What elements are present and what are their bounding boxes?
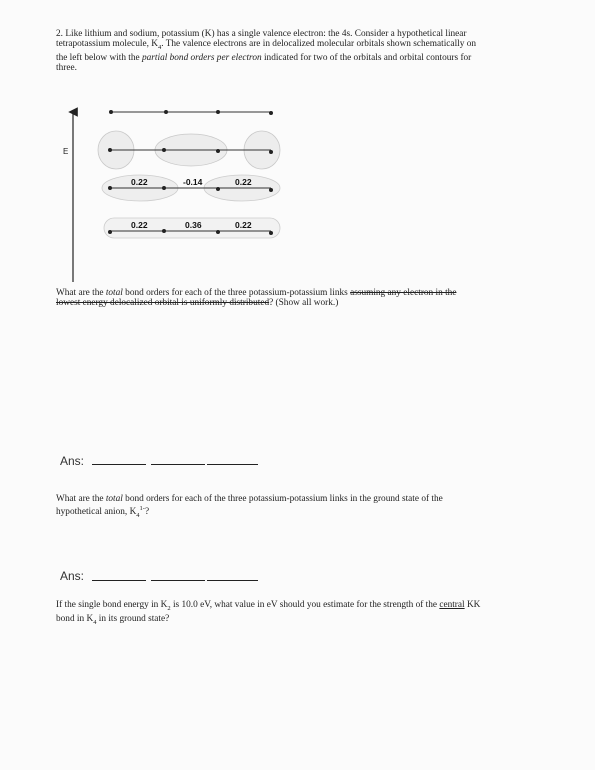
bond-order-o2-2: -0.14 [183,177,203,187]
bond-order-o1-2: 0.36 [185,220,202,230]
bond-order-o2-3: 0.22 [235,177,252,187]
answer-1-blank-1[interactable] [92,464,146,465]
answer-1-blank-3[interactable] [207,464,258,465]
energy-label: E [63,147,69,156]
answer-2-label: Ans: [60,569,85,583]
bond-order-o2-1: 0.22 [131,177,148,187]
q1-struck-text-1: assuming any electron in the [350,288,457,298]
question-2-line-2 [56,504,556,521]
q2-text-c: hypothetical anion, K [56,507,137,518]
q3-subscript-b: 4 [93,618,97,626]
question-3-line-2 [56,614,556,628]
answer-1-blank-2[interactable] [151,464,205,465]
question-1-line-1 [56,288,556,298]
answer-2-blank-3[interactable] [207,580,258,581]
orbital-diagram [0,0,595,290]
q2-text-d: ? [144,507,150,518]
intro-italic-phrase: partial bond orders per electron [141,53,262,64]
q2-text-a: What are the [56,494,106,504]
question-3-line-1 [56,600,556,614]
bond-order-o1-3: 0.22 [235,220,252,230]
q3-text-b: is 10.0 eV, what value in eV should you estimate for the strength of the [170,600,440,610]
question-1-line-2 [56,298,556,308]
question-2-line-1 [56,494,556,504]
q3-text-a: If the single bond energy in K [56,600,168,610]
q3-underlined-central: central [439,600,465,610]
q1-text-b: bond orders for each of the three potassium-potassium links [122,288,351,298]
answer-2-blank-1[interactable] [92,580,146,581]
q1-text-c: ? (Show all work.) [269,298,339,309]
q1-struck-text-2: lowest energy delocalized orbital is uniformly distributed [56,298,270,309]
intro-subscript: 4 [157,44,162,52]
question-1 [56,288,556,308]
q2-superscript: 1- [139,505,145,513]
question-3 [56,600,556,628]
intro-text-3a: the left below with the [56,53,142,64]
q2-text-b: bond orders for each of the three potassium-potassium links in the ground state of the [122,494,443,504]
q2-italic: total [105,494,123,504]
q3-text-e: in its ground state? [96,614,170,625]
q1-italic: total [105,288,123,298]
intro-line-4: three. [56,63,77,74]
question-2 [56,494,556,521]
q3-text-c: KK [464,600,481,610]
intro-text-1: Like lithium and sodium, potassium (K) has a single valence electron: the 4s. Consider a hypothetical linear [65,29,467,39]
q1-text-a: What are the [56,288,106,298]
bond-order-o1-1: 0.22 [131,220,148,230]
orbital-level-4 [109,110,273,115]
problem-number: 2. [56,29,63,39]
intro-text-2: tetrapotassium molecule, K [56,39,158,50]
intro-text-3b: indicated for two of the orbitals and orbital contours for [261,53,472,64]
answer-1-label: Ans: [60,454,85,468]
intro-text-2-rest: . The valence electrons are in delocalized molecular orbitals shown schematically on [161,39,476,50]
answer-2-blank-2[interactable] [151,580,205,581]
q3-text-d: bond in K [56,614,94,625]
q2-subscript: 4 [136,512,140,520]
q3-subscript-a: 2 [167,604,171,612]
